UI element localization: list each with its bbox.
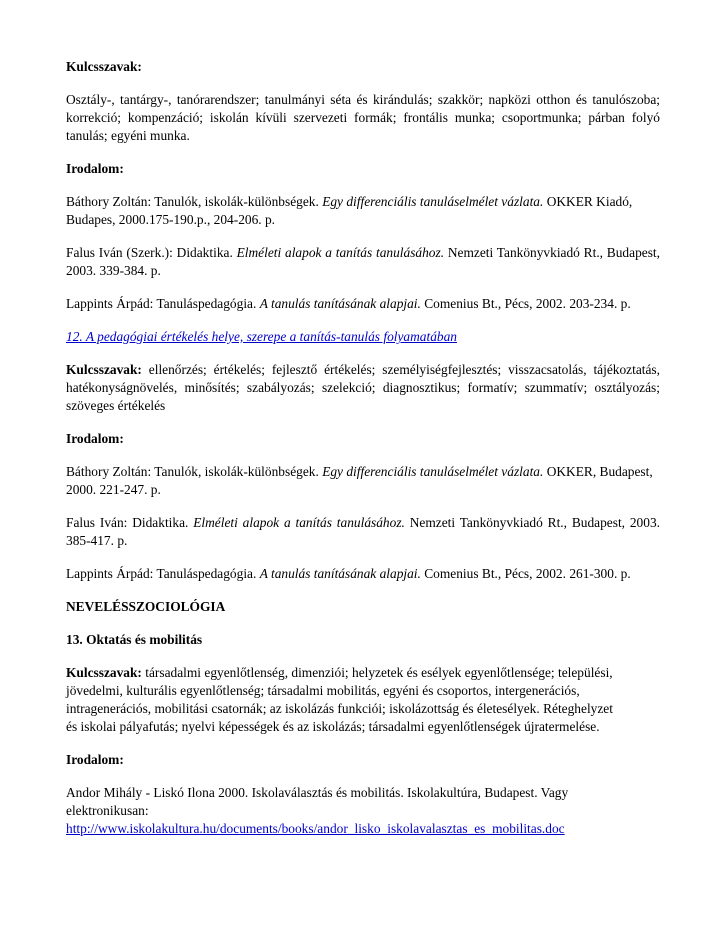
document-page — [66, 58, 660, 853]
reference-item: Báthory Zoltán: Tanulók, iskolák-különbségek. Egy differenciális tanuláselmélet vázlata. OKKER, Budapest, 2000. 221-247. p. — [66, 464, 653, 497]
reference-item: Falus Iván: Didaktika. Elméleti alapok a tanítás tanulásához. Nemzeti Tankönyvkiadó Rt., Budapest, 2003. 385-417. p. — [66, 515, 660, 548]
literature-heading: Irodalom: — [66, 161, 124, 176]
chapter-heading: NEVELÉSSZOCIOLÓGIA — [66, 599, 226, 614]
reference-link[interactable]: http://www.iskolakultura.hu/documents/books/andor_lisko_iskolavalasztas_es_mobilitas.doc — [66, 821, 565, 836]
reference-item: Lappints Árpád: Tanuláspedagógia. A tanulás tanításának alapjai. Comenius Bt., Pécs, 2002. 261-300. p. — [66, 566, 631, 581]
reference-item: Lappints Árpád: Tanuláspedagógia. A tanulás tanításának alapjai. Comenius Bt., Pécs, 2002. 203-234. p. — [66, 296, 631, 311]
reference-item: Falus Iván (Szerk.): Didaktika. Elméleti alapok a tanítás tanulásához. Nemzeti Tankönyvkiadó Rt., Budapest, 2003. 339-384. p. — [66, 245, 660, 278]
reference-item: Báthory Zoltán: Tanulók, iskolák-különbségek. Egy differenciális tanuláselmélet vázlata. OKKER Kiadó, Budapes, 2000.175-190.p., 204-206. p. — [66, 194, 633, 227]
literature-heading: Irodalom: — [66, 431, 124, 446]
section-title-12[interactable]: 12. A pedagógiai értékelés helye, szerepe a tanítás-tanulás folyamatában — [66, 329, 457, 344]
section-title-13: 13. Oktatás és mobilitás — [66, 632, 203, 647]
reference-item: Andor Mihály - Liskó Ilona 2000. Iskolaválasztás és mobilitás. Iskolakultúra, Budapest. Vagy elektronikusan: http://www.iskolakultura.hu/documents/books/andor_lisko_iskolavalasztas_es_mobilitas.doc — [66, 785, 569, 836]
literature-heading: Irodalom: — [66, 752, 124, 767]
keywords-text: Kulcsszavak: ellenőrzés; értékelés; fejlesztő értékelés; személyiségfejlesztés; visszacsatolás, tájékoztatás, hatékonyságnövelés, minősítés; szabályozás; szelekció; diagnosztikus; formatív; szummatív; osztályozás; szöveges értékelés — [66, 362, 660, 413]
keywords-text: Kulcsszavak: társadalmi egyenlőtlenség, dimenziói; helyzetek és esélyek egyenlőtlensége; települési, jövedelmi, kulturális egyenlőtlenség; társadalmi mobilitás, egyéni és csoportos, intergenerációs, intragenerációs, mobilitási csatornák; az iskolázás funkciói; iskolázottság és életesélyek. Réteghelyzet és iskolai pályafutás; nyelvi képességek és az iskolázás; társadalmi egyenlőtlenségek újratermelése. — [66, 665, 613, 734]
keywords-heading: Kulcsszavak: — [66, 59, 142, 74]
keywords-text: Osztály-, tantárgy-, tanórarendszer; tanulmányi séta és kirándulás; szakkör; napközi otthon és tanulószoba; korrekció; kompenzáció; iskolán kívüli szervezeti formák; frontális munka; csoportmunka; párban folyó tanulás; egyéni munka. — [66, 92, 660, 143]
